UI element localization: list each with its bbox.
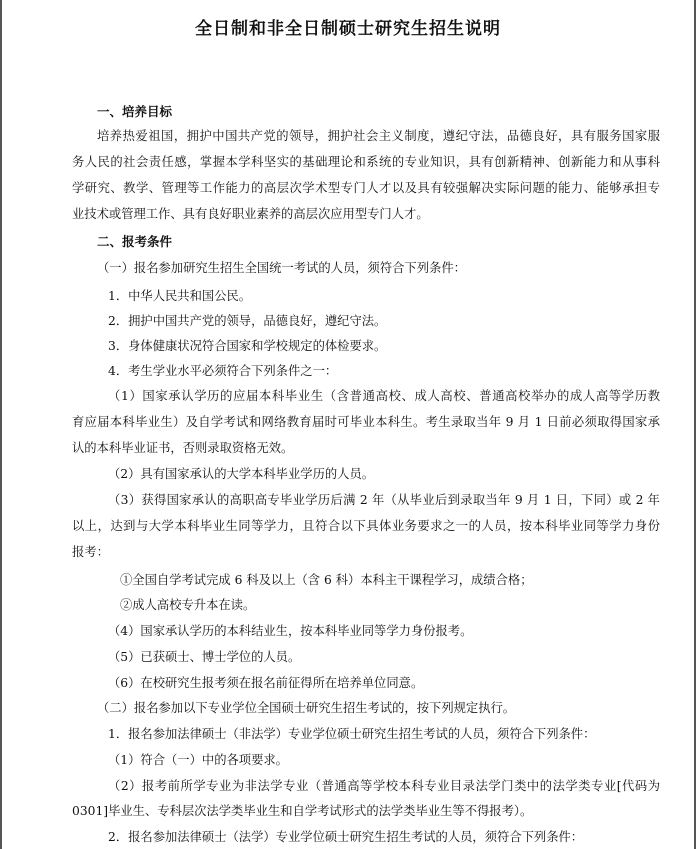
paragraph-line: 认的本科毕业证书，否则录取资格无效。	[72, 441, 294, 455]
paragraph-line: 以上，达到与大学本科毕业生同等学力，且符合以下具体业务要求之一的人员，按本科毕业同等学力身份	[72, 519, 660, 533]
paragraph-line: （2）报考前所学专业为非法学专业（普通高等学校本科专业目录法学门类中的法学类专业[代码为	[108, 779, 660, 793]
list-item: （6）在校研究生报考须在报名前征得所在培养单位同意。	[108, 676, 424, 690]
list-item: （5）已获硕士、博士学位的人员。	[108, 650, 301, 664]
paragraph-line: （1）国家承认学历的应届本科毕业生（含普通高校、成人高校、普通高校举办的成人高等学历教	[108, 389, 660, 403]
list-item: 2．拥护中国共产党的领导，品德良好，遵纪守法。	[108, 314, 387, 328]
list-item: ②成人高校专升本在读。	[120, 598, 256, 612]
page-title: 全日制和非全日制硕士研究生招生说明	[195, 19, 501, 39]
section-heading-training-goals: 一、培养目标	[97, 104, 173, 119]
paragraph-line: 业技术或管理工作、具有良好职业素养的高层次应用型专门人才。	[72, 207, 429, 221]
section-heading-eligibility: 二、报考条件	[97, 234, 173, 249]
list-item: （4）国家承认学历的本科结业生，按本科毕业同等学力身份报考。	[108, 624, 473, 638]
paragraph-line: （二）报名参加以下专业学位全国硕士研究生招生考试的，按下列规定执行。	[97, 701, 516, 715]
list-item: （2）具有国家承认的大学本科毕业学历的人员。	[108, 467, 375, 481]
paragraph-line: 学研究、教学、管理等工作能力的高层次学术型专门人才以及具有较强解决实际问题的能力、能够承担专	[72, 181, 660, 195]
list-item: 1．报名参加法律硕士（非法学）专业学位硕士研究生招生考试的人员，须符合下列条件：	[108, 727, 596, 741]
list-item: 1．中华人民共和国公民。	[108, 289, 252, 303]
list-item: 2．报名参加法律硕士（法学）专业学位硕士研究生招生考试的人员，须符合下列条件：	[108, 830, 584, 844]
list-item: （1）符合（一）中的各项要求。	[108, 753, 288, 767]
list-item: ①全国自学考试完成 6 科及以上（含 6 科）本科主干课程学习，成绩合格；	[120, 573, 533, 587]
paragraph-line: 报考：	[72, 545, 109, 559]
list-item: 4．考生学业水平必须符合下列条件之一：	[108, 364, 338, 378]
paragraph-line: 务人民的社会责任感，掌握本学科坚实的基础理论和系统的专业知识，具有创新精神、创新能力和从事科	[72, 155, 660, 169]
paragraph-line: （一）报名参加研究生招生全国统一考试的人员，须符合下列条件：	[97, 261, 466, 275]
list-item: 3．身体健康状况符合国家和学校规定的体检要求。	[108, 339, 387, 353]
paragraph-line: 0301]毕业生、专科层次法学类毕业生和自学考试形式的法学类毕业生等不得报考）。	[72, 804, 533, 818]
paragraph-line: （3）获得国家承认的高职高专毕业学历后满 2 年（从毕业后到录取当年 9 月 1 日，下同）或 2 年	[108, 493, 660, 507]
paragraph-line: 育应届本科毕业生）及自学考试和网络教育届时可毕业本科生。考生录取当年 9 月 1 日前必须取得国家承	[72, 415, 660, 429]
paragraph-line: 培养热爱祖国，拥护中国共产党的领导，拥护社会主义制度，遵纪守法，品德良好，具有服务国家服	[97, 129, 660, 143]
